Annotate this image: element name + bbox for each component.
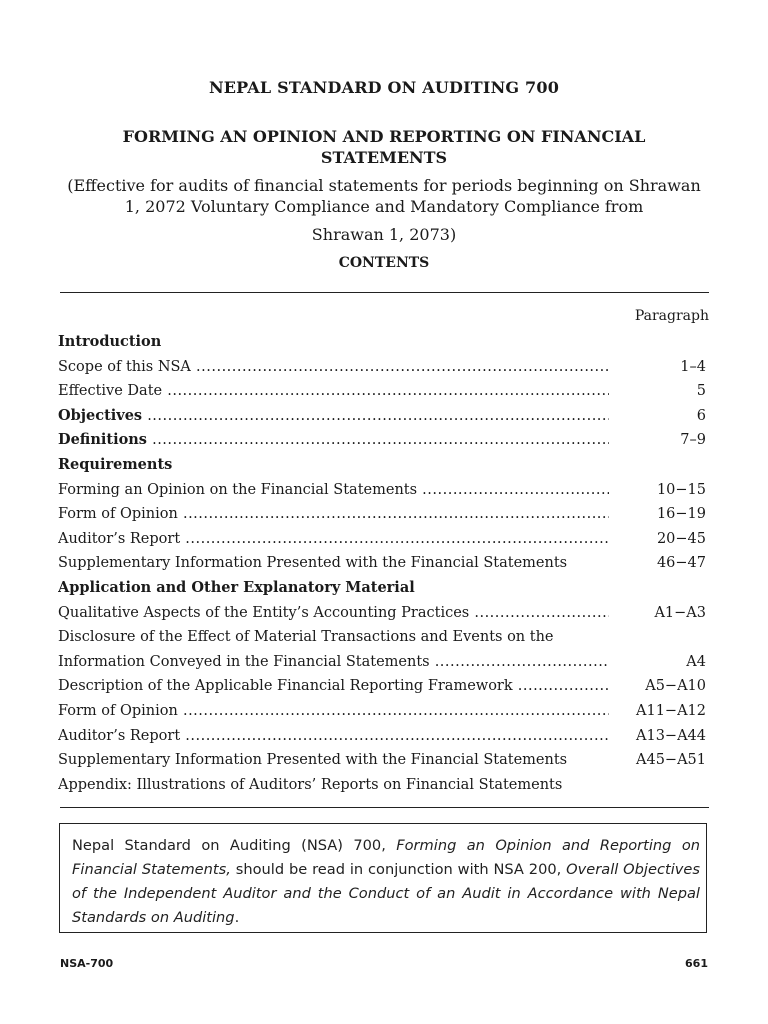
- toc-entry: [58, 625, 708, 650]
- paragraph-column-header: Paragraph: [634, 308, 709, 324]
- note-text-3: should be read in conjunction with NSA 200,: [230, 861, 567, 878]
- toc-section-heading: [58, 330, 708, 355]
- toc-entry-label: Description of the Applicable Financial Reporting Framework .....: [58, 678, 609, 694]
- reading-note-box: [59, 823, 707, 933]
- bottom-divider: [60, 807, 709, 808]
- effective-line-1: (Effective for audits of financial statements for periods beginning on Shrawan: [67, 176, 701, 195]
- toc-entry-paragraph-ref: 46−47: [656, 555, 706, 572]
- toc-entry-label: Auditor’s Report .....: [58, 728, 609, 744]
- toc-entry-paragraph-ref: 16−19: [656, 506, 706, 523]
- subtitle-line-2: STATEMENTS: [320, 148, 448, 167]
- toc-entry: [58, 724, 708, 749]
- note-text-2: Forming an Opinion and Reporting on Financial Statements,: [72, 837, 701, 878]
- toc-entry-paragraph-ref: 1–4: [680, 358, 706, 375]
- toc-entry: [58, 748, 708, 773]
- toc-entry-label: Form of Opinion .....: [58, 703, 609, 719]
- subtitle-line-1: FORMING AN OPINION AND REPORTING ON FINANCIAL: [122, 127, 646, 146]
- top-divider: [60, 292, 709, 293]
- toc-entry-paragraph-ref: A11−A12: [636, 702, 706, 719]
- note-text-5: .: [234, 909, 240, 926]
- toc-entry-label: Application and Other Explanatory Material: [58, 578, 415, 596]
- footer-page-number: 661: [685, 957, 708, 970]
- note-text-1: Nepal Standard on Auditing (NSA) 700,: [72, 837, 397, 854]
- toc-entry-label: Requirements: [58, 455, 173, 473]
- toc-entry: [58, 650, 708, 675]
- toc-entry-paragraph-ref: A13−A44: [636, 727, 706, 744]
- toc-entry-label: Scope of this NSA .....: [58, 359, 609, 375]
- page-title: NEPAL STANDARD ON AUDITING 700: [208, 78, 560, 97]
- table-of-contents: [58, 330, 708, 797]
- toc-entry-label: Qualitative Aspects of the Entity’s Accounting Practices .....: [58, 605, 609, 621]
- toc-entry: [58, 674, 708, 699]
- toc-entry-label: Supplementary Information Presented with the Financial Statements: [58, 555, 568, 572]
- toc-entry: [58, 527, 708, 552]
- effective-line-2: 1, 2072 Voluntary Compliance and Mandatory Compliance from: [124, 197, 644, 216]
- toc-entry: [58, 551, 708, 576]
- toc-entry: [58, 379, 708, 404]
- note-text-4: Overall Objectives of the Independent Auditor and the Conduct of an Audit in Accordance with Nepal Standards on Auditing: [72, 861, 700, 926]
- toc-entry-paragraph-ref: 10−15: [656, 481, 706, 498]
- toc-entry-label: Disclosure of the Effect of Material Transactions and Events on the: [58, 629, 554, 646]
- toc-entry-label: Auditor’s Report .....: [58, 531, 609, 547]
- toc-entry-label: Form of Opinion .....: [58, 506, 609, 522]
- document-subtitle: [60, 126, 708, 168]
- toc-entry-paragraph-ref: A4: [686, 653, 706, 670]
- toc-entry: [58, 428, 708, 453]
- toc-entry-paragraph-ref: 5: [696, 383, 706, 400]
- toc-entry-label: Information Conveyed in the Financial Statements .....: [58, 654, 609, 670]
- toc-entry-paragraph-ref: 6: [696, 407, 706, 424]
- toc-entry-label: Objectives .....: [58, 408, 609, 424]
- toc-entry-paragraph-ref: 20−45: [656, 530, 706, 547]
- toc-entry-label: Supplementary Information Presented with the Financial Statements: [58, 752, 568, 769]
- toc-entry: [58, 404, 708, 429]
- effective-date-note: [60, 175, 708, 217]
- toc-entry-paragraph-ref: A5−A10: [645, 678, 706, 695]
- toc-entry: [58, 699, 708, 724]
- toc-entry-label: Appendix: Illustrations of Auditors’ Reports on Financial Statements: [58, 776, 563, 793]
- toc-entry: [58, 773, 708, 798]
- toc-entry: [58, 355, 708, 380]
- toc-entry: [58, 601, 708, 626]
- footer-document-code: NSA-700: [60, 957, 114, 970]
- toc-entry-label: Effective Date .....: [58, 383, 609, 399]
- toc-entry-label: Introduction: [58, 333, 162, 350]
- toc-section-heading: [58, 576, 708, 601]
- toc-entry-paragraph-ref: A1−A3: [654, 604, 706, 621]
- toc-section-heading: [58, 453, 708, 478]
- toc-entry: [58, 502, 708, 527]
- toc-entry: [58, 478, 708, 503]
- contents-heading: CONTENTS: [338, 255, 430, 271]
- toc-entry-paragraph-ref: A45−A51: [636, 752, 706, 769]
- toc-entry-label: Definitions .....: [58, 432, 609, 448]
- toc-entry-label: Forming an Opinion on the Financial Statements .....: [58, 482, 609, 498]
- toc-entry-paragraph-ref: 7–9: [680, 432, 706, 449]
- effective-line-3: Shrawan 1, 2073): [311, 225, 457, 244]
